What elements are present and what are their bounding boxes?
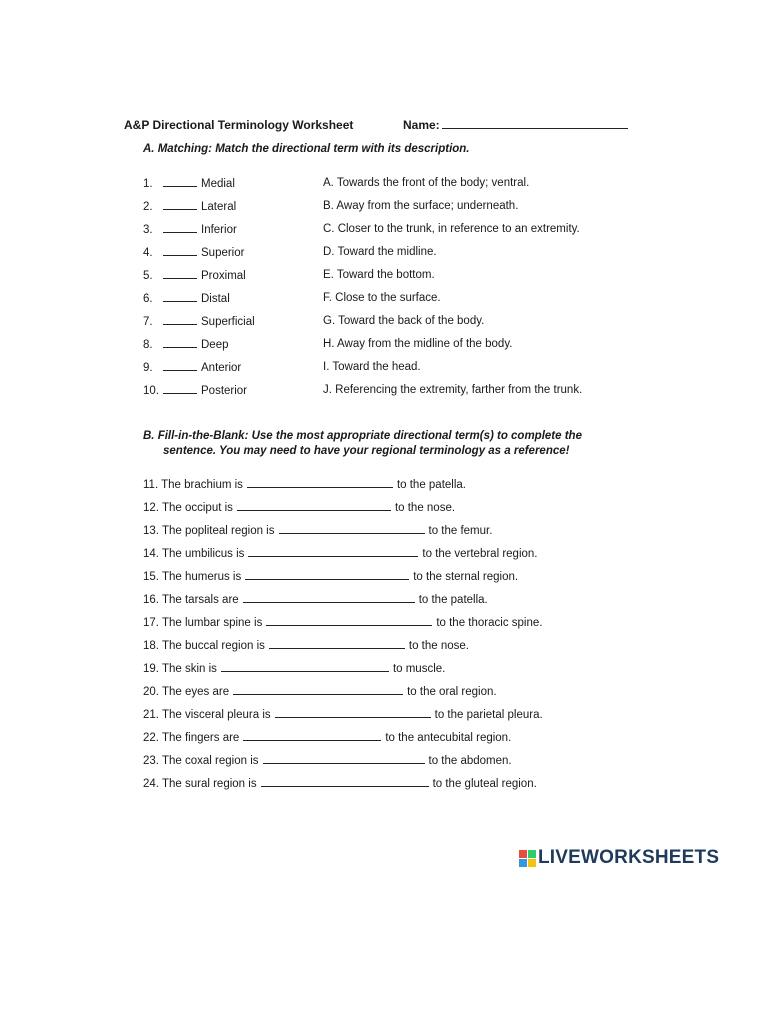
matching-description: B. Away from the surface; underneath. <box>323 200 519 212</box>
liveworksheets-logo-icon <box>519 850 536 867</box>
matching-description: C. Closer to the trunk, in reference to an extremity. <box>323 223 580 235</box>
fill-blank-prompt: 17. The lumbar spine is <box>143 617 263 629</box>
term-label: Superior <box>201 247 245 259</box>
item-number: 1. <box>143 178 153 190</box>
logo-square <box>519 859 527 867</box>
term-label: Superficial <box>201 316 255 328</box>
term-label: Lateral <box>201 201 237 213</box>
name-line[interactable] <box>442 119 628 129</box>
worksheet-title: A&P Directional Terminology Worksheet <box>124 118 354 132</box>
name-field[interactable] <box>403 118 632 132</box>
fill-blank-row <box>143 777 537 790</box>
matching-description: G. Toward the back of the body. <box>323 315 485 327</box>
answer-blank[interactable] <box>163 361 197 371</box>
fill-blank-prompt: 15. The humerus is <box>143 571 242 583</box>
liveworksheets-logo-text: LIVEWORKSHEETS <box>538 847 720 868</box>
matching-term-row <box>143 269 246 282</box>
logo-square <box>528 850 536 858</box>
fill-blank-answer[interactable] <box>237 501 391 511</box>
matching-term-row <box>143 200 236 213</box>
answer-blank[interactable] <box>163 315 197 325</box>
term-label: Medial <box>201 178 235 190</box>
fill-blank-row <box>143 547 538 560</box>
fill-blank-answer[interactable] <box>266 616 432 626</box>
fill-blank-row <box>143 639 469 652</box>
answer-blank[interactable] <box>163 246 197 256</box>
fill-blank-prompt: 11. The brachium is <box>143 479 243 491</box>
term-label: Deep <box>201 339 229 351</box>
term-label: Posterior <box>201 385 248 397</box>
logo-square <box>519 850 527 858</box>
fill-blank-suffix: to the thoracic spine. <box>436 617 543 629</box>
matching-term-row <box>143 246 244 259</box>
fill-blank-answer[interactable] <box>221 662 389 672</box>
fill-blank-prompt: 24. The sural region is <box>143 778 257 790</box>
matching-description: H. Away from the midline of the body. <box>323 338 513 350</box>
matching-term-row <box>143 223 237 236</box>
fill-blank-suffix: to the parietal pleura. <box>434 709 543 721</box>
answer-blank[interactable] <box>163 269 197 279</box>
item-number: 8. <box>143 339 153 351</box>
fill-blank-suffix: to the nose. <box>394 502 456 514</box>
matching-term-row <box>143 315 255 328</box>
term-label: Anterior <box>201 362 242 374</box>
item-number: 10. <box>143 385 159 397</box>
fill-blank-prompt: 16. The tarsals are <box>143 594 239 606</box>
item-number: 9. <box>143 362 153 374</box>
matching-description: E. Toward the bottom. <box>323 269 435 281</box>
liveworksheets-logo <box>519 847 719 869</box>
section-b-heading-line1: B. Fill-in-the-Blank: Use the most appropriate directional term(s) to complete the <box>143 430 582 442</box>
item-number: 5. <box>143 270 153 282</box>
fill-blank-prompt: 12. The occiput is <box>143 502 233 514</box>
fill-blank-answer[interactable] <box>245 570 409 580</box>
fill-blank-prompt: 13. The popliteal region is <box>143 525 275 537</box>
fill-blank-prompt: 23. The coxal region is <box>143 755 259 767</box>
fill-blank-answer[interactable] <box>243 731 381 741</box>
matching-description: D. Toward the midline. <box>323 246 437 258</box>
fill-blank-answer[interactable] <box>263 754 425 764</box>
term-label: Proximal <box>201 270 246 282</box>
fill-blank-answer[interactable] <box>233 685 403 695</box>
matching-description: A. Towards the front of the body; ventral. <box>323 177 530 189</box>
fill-blank-row <box>143 478 466 491</box>
fill-blank-suffix: to the patella. <box>418 594 488 606</box>
item-number: 4. <box>143 247 153 259</box>
item-number: 7. <box>143 316 153 328</box>
matching-description: F. Close to the surface. <box>323 292 441 304</box>
fill-blank-suffix: to muscle. <box>392 663 446 675</box>
fill-blank-answer[interactable] <box>279 524 425 534</box>
answer-blank[interactable] <box>163 384 197 394</box>
fill-blank-row <box>143 754 512 767</box>
matching-term-row <box>143 384 247 397</box>
matching-description: I. Toward the head. <box>323 361 421 373</box>
logo-square <box>528 859 536 867</box>
fill-blank-answer[interactable] <box>275 708 431 718</box>
fill-blank-answer[interactable] <box>269 639 405 649</box>
fill-blank-prompt: 14. The umbilicus is <box>143 548 245 560</box>
fill-blank-row <box>143 731 511 744</box>
fill-blank-answer[interactable] <box>243 593 415 603</box>
name-label: Name: <box>403 118 440 132</box>
item-number: 6. <box>143 293 153 305</box>
fill-blank-prompt: 18. The buccal region is <box>143 640 265 652</box>
fill-blank-suffix: to the vertebral region. <box>422 548 538 560</box>
fill-blank-suffix: to the femur. <box>428 525 493 537</box>
fill-blank-row <box>143 662 445 675</box>
matching-term-row <box>143 361 241 374</box>
item-number: 3. <box>143 224 153 236</box>
fill-blank-row <box>143 524 492 537</box>
fill-blank-row <box>143 708 543 721</box>
matching-term-row <box>143 177 235 190</box>
fill-blank-prompt: 19. The skin is <box>143 663 217 675</box>
fill-blank-suffix: to the abdomen. <box>428 755 512 767</box>
answer-blank[interactable] <box>163 292 197 302</box>
item-number: 2. <box>143 201 153 213</box>
fill-blank-prompt: 22. The fingers are <box>143 732 240 744</box>
fill-blank-answer[interactable] <box>261 777 429 787</box>
matching-term-row <box>143 292 230 305</box>
fill-blank-row <box>143 616 542 629</box>
section-a-heading: A. Matching: Match the directional term with its description. <box>143 143 470 155</box>
fill-blank-answer[interactable] <box>248 547 418 557</box>
fill-blank-suffix: to the patella. <box>396 479 466 491</box>
fill-blank-prompt: 21. The visceral pleura is <box>143 709 271 721</box>
matching-description: J. Referencing the extremity, farther from the trunk. <box>323 384 583 396</box>
fill-blank-suffix: to the nose. <box>408 640 469 652</box>
section-b-heading-line2: sentence. You may need to have your regional terminology as a reference! <box>163 445 570 457</box>
fill-blank-suffix: to the antecubital region. <box>385 732 512 744</box>
answer-blank[interactable] <box>163 223 197 233</box>
fill-blank-row <box>143 501 455 514</box>
answer-blank[interactable] <box>163 200 197 210</box>
answer-blank[interactable] <box>163 338 197 348</box>
fill-blank-suffix: to the sternal region. <box>413 571 519 583</box>
term-label: Distal <box>201 293 230 305</box>
fill-blank-row <box>143 685 497 698</box>
fill-blank-row <box>143 570 518 583</box>
fill-blank-row <box>143 593 488 606</box>
fill-blank-suffix: to the oral region. <box>407 686 497 698</box>
fill-blank-suffix: to the gluteal region. <box>432 778 537 790</box>
fill-blank-answer[interactable] <box>247 478 393 488</box>
matching-term-row <box>143 338 229 351</box>
term-label: Inferior <box>201 224 237 236</box>
fill-blank-prompt: 20. The eyes are <box>143 686 230 698</box>
answer-blank[interactable] <box>163 177 197 187</box>
